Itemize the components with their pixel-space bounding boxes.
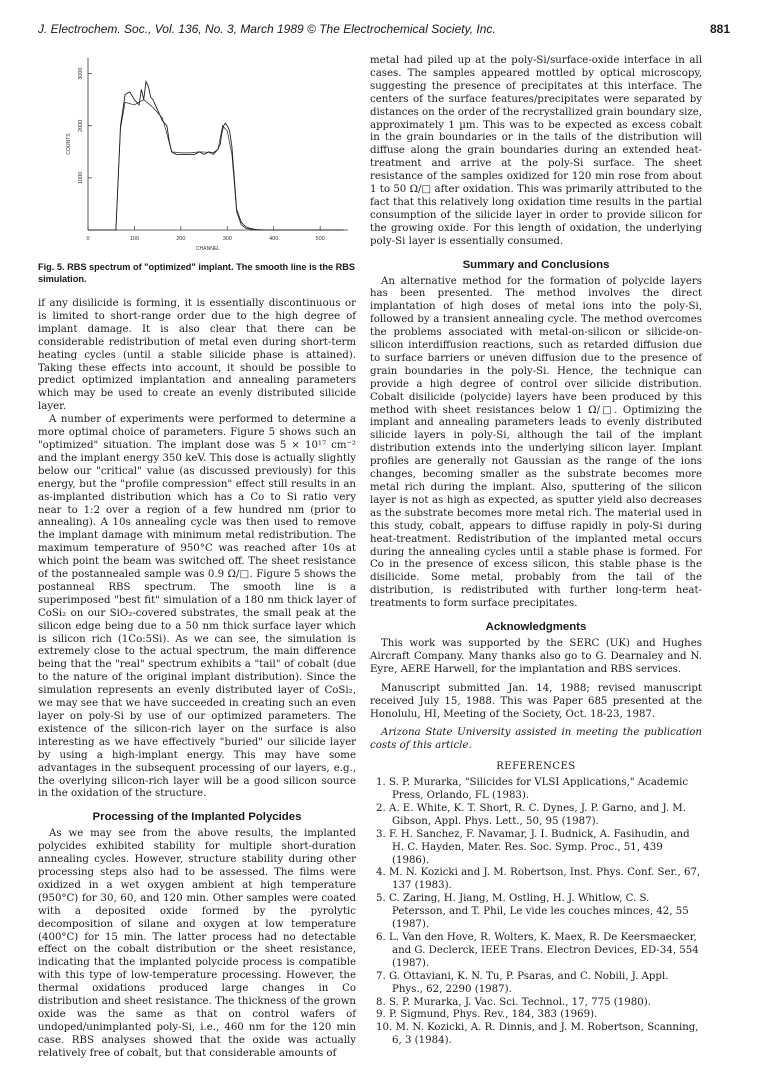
x-tick-label: 0 [86, 236, 90, 242]
y-tick-label: 3000 [78, 67, 84, 80]
x-tick-label: 300 [222, 236, 232, 242]
y-axis-label: COUNTS [66, 133, 72, 155]
page-number: 881 [709, 22, 730, 36]
running-header [38, 22, 730, 40]
body-paragraph: A number of experiments were performed to determine a more optimal choice of parameters. Figure 5 shows such an "optimized" situation. The implant dose was 5 × 10¹⁷ cm⁻² and the implant energy 350 keV. This dose is actually slightly below our "critical" value (as discussed previously) for this energy, but the "profile compression" effect still results in an as-implanted distribution which has a Co to Si ratio very near to 1:2 over a region of a few hundred nm (prior to annealing). A 10s annealing cycle was then used to remove the implant damage with minimum metal redistribution. The maximum temperature of 950°C was reached after 10s at which point the beam was switched off. The sheet resistance of the postannealed sample was 0.9 Ω/□. Figure 5 shows the postanneal RBS spectrum. The smooth line is a superimposed "best fit" simulation of a 180 nm thick layer of CoSi₂ on our SiO₂-covered substrates, the small peak at the silicon edge being due to a 50 nm thick surface layer which is silicon rich (1Co:5Si). As we can see, the simulation is extremely close to the actual spectrum, the main difference being that the "real" spectrum exhibits a "tail" of cobalt (due to the nature of the original implant distribution). Since the simulation represents an evenly distributed layer of CoSi₂, we may see that we have succeeded in creating such an even layer on poly-Si by use of our optimized parameters. The existence of the silicon-rich layer on the surface is also interesting as we have effectively "buried" our silicide layer by using a high-implant energy. This may have some advantages in the subsequent processing of our layers, e.g., the overlying silicon-rich layer will be a good silicon source in the oxidation of the structure. [38, 414, 356, 800]
publication-cost-note: Arizona State University assisted in meeting the publication costs of this article. [370, 727, 702, 752]
reference-item: 5. C. Zaring, H. Jiang, M. Ostling, H. J. Whitlow, C. S. Petersson, and T. Phil, Le vide les couches minces, 42, 55 (1987). [376, 893, 689, 931]
reference-item: 10. M. N. Kozicki, A. R. Dinnis, and J. M. Robertson, Scanning, 6, 3 (1984). [376, 1022, 699, 1047]
x-tick-label: 100 [129, 236, 140, 242]
body-paragraph: if any disilicide is forming, it is essentially discontinuous or is limited to short-range order due to the high degree of implant damage. It is also clear that there can be considerable redistribution of metal even during short-term heating cycles (until a stable silicide phase is attained). Taking these effects into account, it should be possible to predict optimized implantation and annealing parameters which may be used to create an evenly distributed silicide layer. [38, 298, 356, 413]
left-column [38, 298, 356, 1061]
section-heading: Acknowledgments [485, 621, 587, 634]
reference-list [370, 777, 702, 1048]
body-paragraph: metal had piled up at the poly-Si/surface-oxide interface in all cases. The samples appeared mottled by optical microscopy, suggesting the presence of precipitates at this interface. The centers of the surface features/precipitates were separated by distances on the order of the recrystallized grain boundary size, approximately 1 µm. This was to be expected as excess cobalt in the grain boundaries or in the tails of the distribution will diffuse along the grain boundaries during an extended heat-treatment and arrive at the poly-Si surface. The sheet resistance of the samples oxidized for 120 min rose from about 1 to 50 Ω/□ after oxidation. This was primarily attributed to the fact that this relatively long oxidation time results in the partial consumption of the silicide layer in order to provide silicon for the growing oxide. For this length of oxidation, the underlying poly-Si layer is essentially consumed. [370, 55, 702, 247]
manuscript-note: Manuscript submitted Jan. 14, 1988; revised manuscript received July 15, 1988. This was Paper 685 presented at the Honolulu, HI, Meeting of the Society, Oct. 18-23, 1987. [370, 682, 702, 720]
reference-item: 1. S. P. Murarka, "Silicides for VLSI Applications," Academic Press, Orlando, FL (1983). [376, 777, 689, 802]
reference-item: 8. S. P. Murarka, J. Vac. Sci. Technol., 17, 775 (1980). [376, 996, 651, 1008]
figure-caption: Fig. 5. RBS spectrum of "optimized" implant. The smooth line is the RBS simulation. [38, 262, 356, 284]
rbs-spectrum-chart [38, 50, 356, 262]
reference-item: 6. L. Van den Hove, R. Wolters, K. Maex, R. De Keersmaecker, and G. Declerck, IEEE Trans. Electron Devices, ED-34, 554 (1987). [376, 932, 699, 969]
reference-item: 4. M. N. Kozicki and J. M. Robertson, Inst. Phys. Conf. Ser., 67, 137 (1983). [376, 867, 701, 892]
reference-item: 3. F. H. Sanchez, F. Navamar, J. I. Budnick, A. Fasihudin, and H. C. Hayden, Mater. Res. Soc. Symp. Proc., 51, 439 (1986). [376, 828, 690, 866]
reference-item: 9. P. Sigmund, Phys. Rev., 184, 383 (1969). [376, 1009, 598, 1021]
x-tick-label: 500 [315, 236, 325, 242]
x-tick-label: 200 [176, 236, 186, 242]
section-heading: Summary and Conclusions [462, 258, 610, 271]
body-paragraph: An alternative method for the formation of polycide layers has been presented. The method involves the direct implantation of high doses of metal ions into the poly-Si, followed by a transient annealing cycle. The method overcomes the problems associated with metal-on-silicon or silicide-on-silicon interdiffusion reactions, such as retarded diffusion due to surface barriers or uneven diffusion due to the presence of grain boundaries in the poly-Si. Hence, the technique can provide a high degree of control over silicide distribution. Cobalt disilicide (polycide) layers have been produced by this method with sheet resistances below 1 Ω/□. Optimizing the implant and annealing parameters leads to evenly distributed silicide layers in poly-Si, although the tail of the implant distribution extends into the underlying silicon layer. Implant profiles are generally not Gaussian as the range of the ions changes, becoming smaller as the substrate becomes more metal rich during the implant. Also, sputtering of the silicon layer is not as high as expected, as sputter yield also decreases as the substrate becomes more metal rich. The material used in this study, cobalt, appears to diffuse rapidly in poly-Si during heat-treatment. Redistribution of the implanted metal occurs during the annealing cycles until a stable phase is formed. For Co in the presence of excess silicon, this stable phase is the disilicide. Some metal, probably from the tail of the distribution, is redistributed with further long-term heat-treatments to form surface precipitates. [370, 275, 702, 610]
body-paragraph: As we may see from the above results, the implanted polycides exhibited stability for multiple short-duration annealing cycles. However, structure stability during other processing steps also had to be assessed. The films were oxidized in a wet oxygen ambient at high temperature (950°C) for 30, 60, and 120 min. Other samples were coated with a deposited oxide formed by the pyrolytic decomposition of silane and oxygen at low temperature (400°C) for 15 min. The latter process had no detectable effect on the cobalt distribution or the sheet resistance, indicating that the implanted polycide process is compatible with this type of low-temperature processing. However, the thermal oxidations produced large changes in Co distribution and sheet resistance. The thickness of the grown oxide was the same as that on control wafers of undoped/unimplanted poly-Si, i.e., 460 nm for the 120 min case. RBS analyses showed that the oxide was actually relatively free of cobalt, but that considerable amounts of [38, 828, 356, 1059]
x-axis-label: CHANNEL [196, 246, 220, 252]
body-paragraph: This work was supported by the SERC (UK) and Hughes Aircraft Company. Many thanks also go to G. Dearnaley and N. Eyre, AERE Harwell, for the implantation and RBS services. [370, 637, 702, 675]
reference-item: 2. A. E. White, K. T. Short, R. C. Dynes, J. P. Garno, and J. M. Gibson, Appl. Phys. Lett., 50, 95 (1987). [376, 802, 686, 827]
journal-citation: J. Electrochem. Soc., Vol. 136, No. 3, March 1989 © The Electrochemical Society, Inc. [38, 22, 496, 36]
x-tick-label: 400 [269, 236, 279, 242]
simulation-line [88, 100, 343, 230]
y-tick-label: 1000 [78, 171, 84, 185]
right-column [370, 55, 702, 1048]
y-tick-label: 2000 [78, 119, 84, 132]
reference-item: 7. G. Ottaviani, K. N. Tu, P. Psaras, and C. Nobili, J. Appl. Phys., 62, 2290 (1987). [376, 970, 669, 995]
section-heading: Processing of the Implanted Polycides [92, 811, 302, 824]
references-heading: REFERENCES [496, 761, 576, 773]
measured-spectrum-line [88, 82, 343, 231]
